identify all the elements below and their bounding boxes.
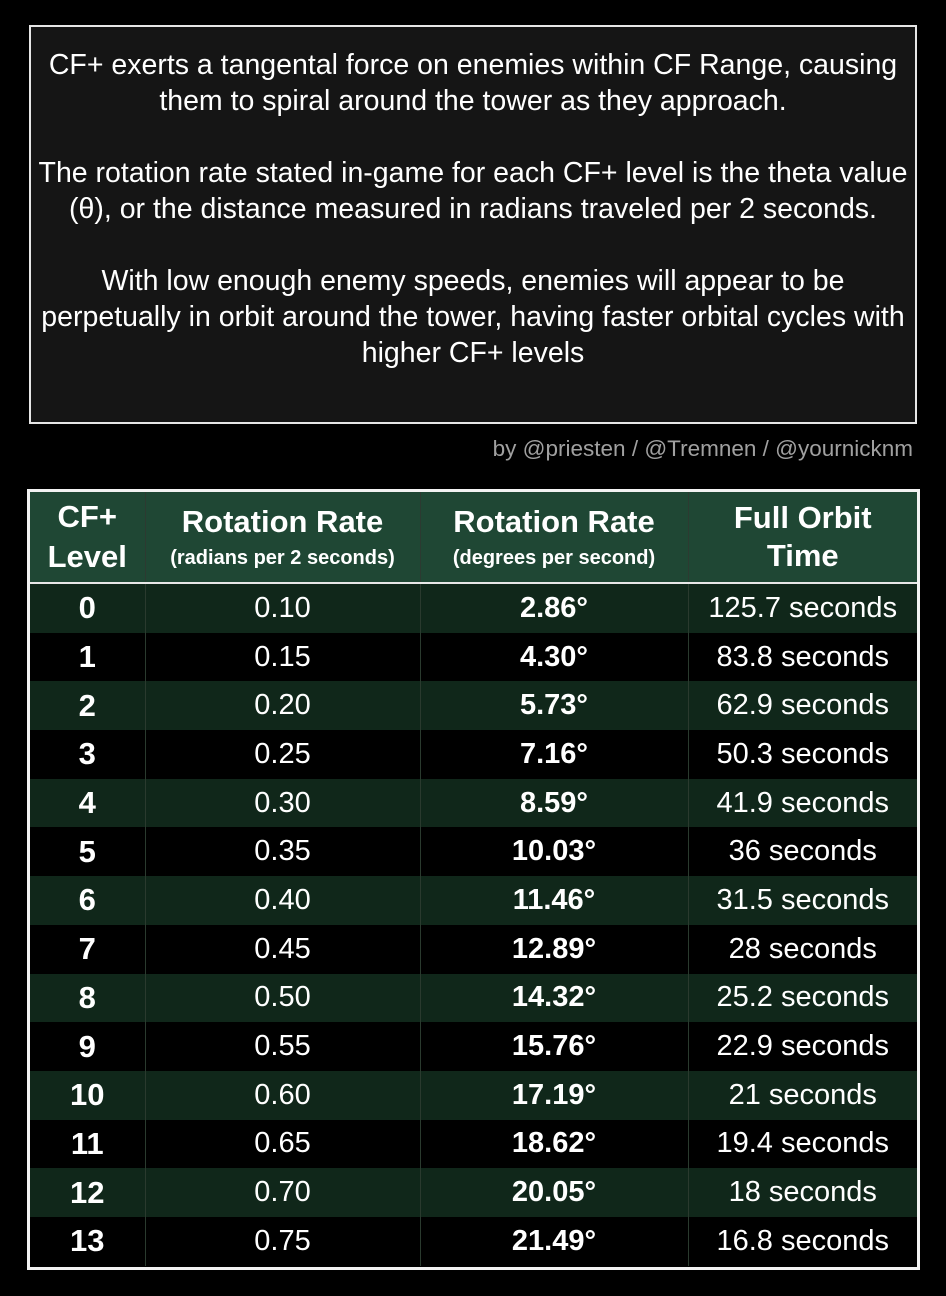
cell-level: 13	[30, 1217, 145, 1266]
cell-level: 9	[30, 1022, 145, 1071]
table-row	[30, 633, 917, 682]
cell-radians: 0.10	[145, 583, 420, 633]
cell-level: 7	[30, 925, 145, 974]
table-row	[30, 1217, 917, 1266]
header-rotation-radians	[145, 492, 420, 583]
table-row	[30, 1071, 917, 1120]
cell-degrees: 14.32°	[420, 974, 688, 1023]
cell-orbit-time: 19.4 seconds	[688, 1120, 917, 1169]
cell-radians: 0.55	[145, 1022, 420, 1071]
table-row	[30, 1022, 917, 1071]
cell-level: 3	[30, 730, 145, 779]
cell-radians: 0.35	[145, 827, 420, 876]
cf-level-table	[27, 489, 920, 1270]
description-paragraph-1: CF+ exerts a tangental force on enemies within CF Range, causing them to spiral around the tower as they approach.	[48, 49, 898, 117]
cell-orbit-time: 22.9 seconds	[688, 1022, 917, 1071]
cell-orbit-time: 18 seconds	[688, 1168, 917, 1217]
cell-orbit-time: 41.9 seconds	[688, 779, 917, 828]
cell-level: 8	[30, 974, 145, 1023]
header-cf-level-line2: Level	[47, 539, 127, 574]
cell-degrees: 12.89°	[420, 925, 688, 974]
cell-degrees: 10.03°	[420, 827, 688, 876]
table-row	[30, 730, 917, 779]
cell-radians: 0.65	[145, 1120, 420, 1169]
cell-orbit-time: 83.8 seconds	[688, 633, 917, 682]
cell-orbit-time: 25.2 seconds	[688, 974, 917, 1023]
cell-orbit-time: 31.5 seconds	[688, 876, 917, 925]
table-row	[30, 779, 917, 828]
header-cf-level-line1: CF+	[57, 499, 117, 534]
table-row	[30, 1168, 917, 1217]
cell-radians: 0.40	[145, 876, 420, 925]
cell-level: 5	[30, 827, 145, 876]
cell-level: 10	[30, 1071, 145, 1120]
cell-degrees: 21.49°	[420, 1217, 688, 1266]
table-row	[30, 925, 917, 974]
cell-degrees: 8.59°	[420, 779, 688, 828]
cell-orbit-time: 50.3 seconds	[688, 730, 917, 779]
header-rotation-radians-sub: (radians per 2 seconds)	[170, 547, 395, 569]
cell-radians: 0.50	[145, 974, 420, 1023]
header-orbit-line1: Full Orbit	[733, 500, 872, 535]
header-rotation-radians-title: Rotation Rate	[181, 504, 384, 539]
table-row	[30, 681, 917, 730]
cell-level: 4	[30, 779, 145, 828]
table-row	[30, 827, 917, 876]
cell-level: 12	[30, 1168, 145, 1217]
cell-degrees: 20.05°	[420, 1168, 688, 1217]
cell-orbit-time: 125.7 seconds	[688, 583, 917, 633]
table-header-row	[30, 492, 917, 583]
header-rotation-degrees	[420, 492, 688, 583]
cell-degrees: 15.76°	[420, 1022, 688, 1071]
cell-level: 11	[30, 1120, 145, 1169]
cell-radians: 0.70	[145, 1168, 420, 1217]
cell-orbit-time: 62.9 seconds	[688, 681, 917, 730]
description-paragraph-3: With low enough enemy speeds, enemies will appear to be perpetually in orbit around the tower, having faster orbital cycles with higher CF+ levels	[41, 265, 905, 369]
cell-level: 0	[30, 583, 145, 633]
cell-orbit-time: 21 seconds	[688, 1071, 917, 1120]
cell-degrees: 7.16°	[420, 730, 688, 779]
cell-level: 6	[30, 876, 145, 925]
description-box	[29, 25, 917, 424]
cell-radians: 0.30	[145, 779, 420, 828]
cell-degrees: 11.46°	[420, 876, 688, 925]
cell-degrees: 4.30°	[420, 633, 688, 682]
cell-degrees: 5.73°	[420, 681, 688, 730]
cell-level: 2	[30, 681, 145, 730]
table-row	[30, 876, 917, 925]
description-paragraph-2: The rotation rate stated in-game for each CF+ level is the theta value (θ), or the distance measured in radians traveled per 2 seconds.	[38, 157, 908, 225]
cell-orbit-time: 28 seconds	[688, 925, 917, 974]
table-row	[30, 583, 917, 633]
header-rotation-degrees-sub: (degrees per second)	[452, 547, 656, 569]
header-orbit-line2: Time	[766, 538, 839, 573]
cell-radians: 0.60	[145, 1071, 420, 1120]
header-cf-level	[30, 492, 145, 583]
cell-radians: 0.75	[145, 1217, 420, 1266]
cell-degrees: 18.62°	[420, 1120, 688, 1169]
table-row	[30, 974, 917, 1023]
header-full-orbit-time	[688, 492, 917, 583]
credit-line: by @priesten / @Tremnen / @yournicknm	[492, 436, 913, 461]
cell-degrees: 2.86°	[420, 583, 688, 633]
cell-radians: 0.15	[145, 633, 420, 682]
cell-level: 1	[30, 633, 145, 682]
cell-degrees: 17.19°	[420, 1071, 688, 1120]
cell-radians: 0.20	[145, 681, 420, 730]
table-row	[30, 1120, 917, 1169]
cell-radians: 0.45	[145, 925, 420, 974]
cell-radians: 0.25	[145, 730, 420, 779]
header-rotation-degrees-title: Rotation Rate	[453, 504, 655, 539]
cell-orbit-time: 36 seconds	[688, 827, 917, 876]
cell-orbit-time: 16.8 seconds	[688, 1217, 917, 1266]
